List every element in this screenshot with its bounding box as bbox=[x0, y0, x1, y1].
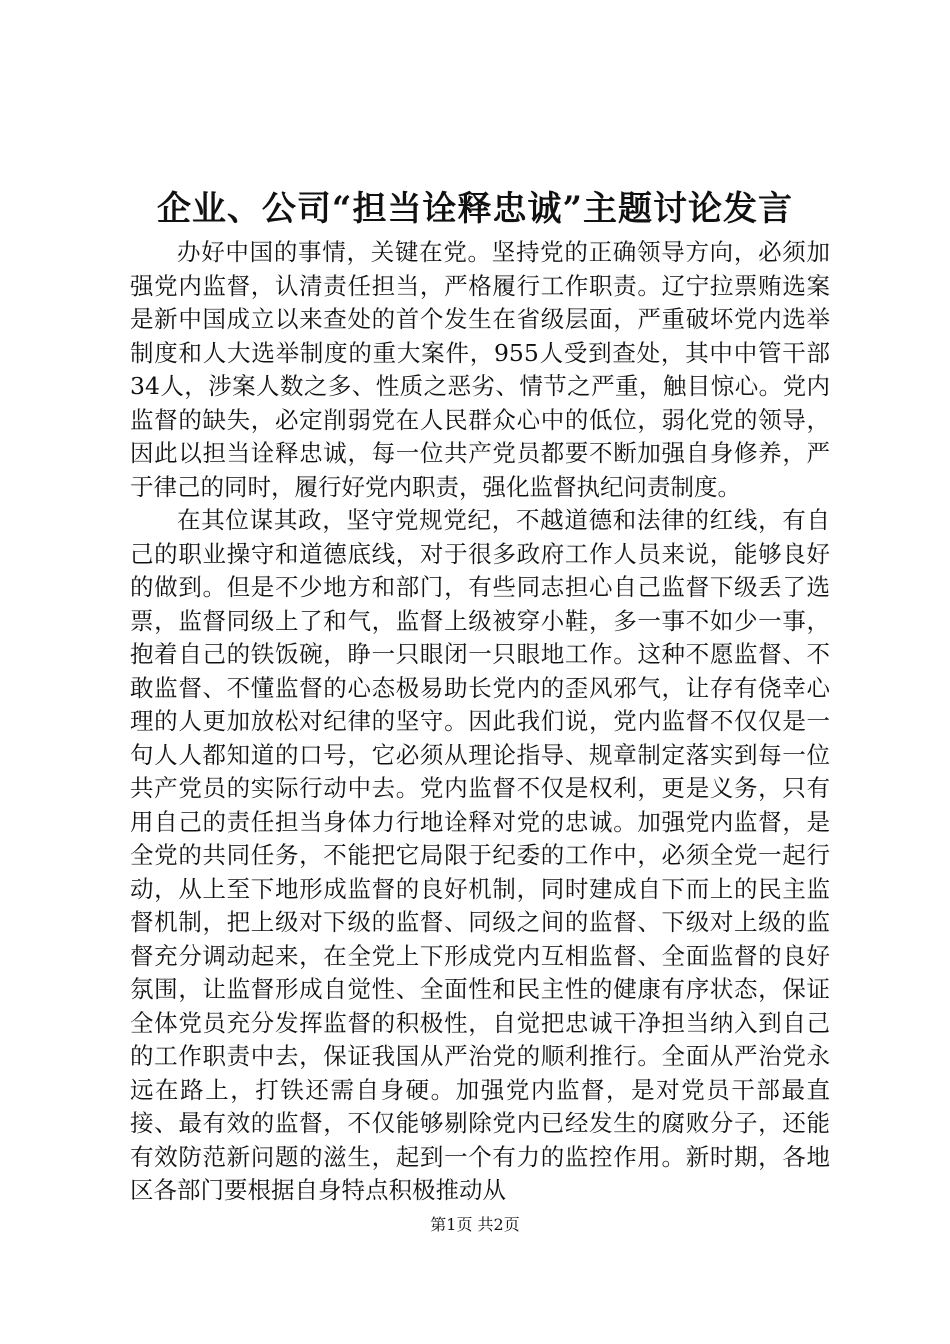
paragraph-2: 在其位谋其政，坚守党规党纪，不越道德和法律的红线，有自己的职业操守和道德底线，对于很多政府工作人员来说，能够良好的做到。但是不少地方和部门，有些同志担心自己监督下级丢了选票，监督同级上了和气，监督上级被穿小鞋，多一事不如少一事，抱着自己的铁饭碗，睁一只眼闭一只眼地工作。这种不愿监督、不敢监督、不懂监督的心态极易助长党内的歪风邪气，让存有侥幸心理的人更加放松对纪律的坚守。因此我们说，党内监督不仅仅是一句人人都知道的口号，它必须从理论指导、规章制定落实到每一位共产党员的实际行动中去。党内监督不仅是权利，更是义务，只有用自己的责任担当身体力行地诠释对党的忠诚。加强党内监督，是全党的共同任务，不能把它局限于纪委的工作中，必须全党一起行动，从上至下地形成监督的良好机制，同时建成自下而上的民主监督机制，把上级对下级的监督、同级之间的监督、下级对上级的监督充分调动起来，在全党上下形成党内互相监督、全面监督的良好氛围，让监督形成自觉性、全面性和民主性的健康有序状态，保证全体党员充分发挥监督的积极性，自觉把忠诚干净担当纳入到自己的工作职责中去，保证我国从严治党的顺利推行。全面从严治党永远在路上，打铁还需自身硬。加强党内监督，是对党员干部最直接、最有效的监督，不仅能够剔除党内已经发生的腐败分子，还能有效防范新问题的滋生，起到一个有力的监控作用。新时期，各地区各部门要根据自身特点积极推动从 bbox=[130, 506, 830, 1204]
document-body bbox=[130, 236, 830, 1208]
page-number-footer: 第1页 共2页 bbox=[430, 1215, 520, 1234]
paragraph-1: 办好中国的事情，关键在党。坚持党的正确领导方向，必须加强党内监督，认清责任担当，严格履行工作职责。辽宁拉票贿选案是新中国成立以来查处的首个发生在省级层面，严重破坏党内选举制度和人大选举制度的重大案件，955人受到查处，其中中管干部34人，涉案人数之多、性质之恶劣、情节之严重，触目惊心。党内监督的缺失，必定削弱党在人民群众心中的低位，弱化党的领导，因此以担当诠释忠诚，每一位共产党员都要不断加强自身修养，严于律己的同时，履行好党内职责，强化监督执纪问责制度。 bbox=[130, 238, 830, 501]
document-title: 企业、公司“担当诠释忠诚”主题讨论发言 bbox=[156, 189, 794, 229]
